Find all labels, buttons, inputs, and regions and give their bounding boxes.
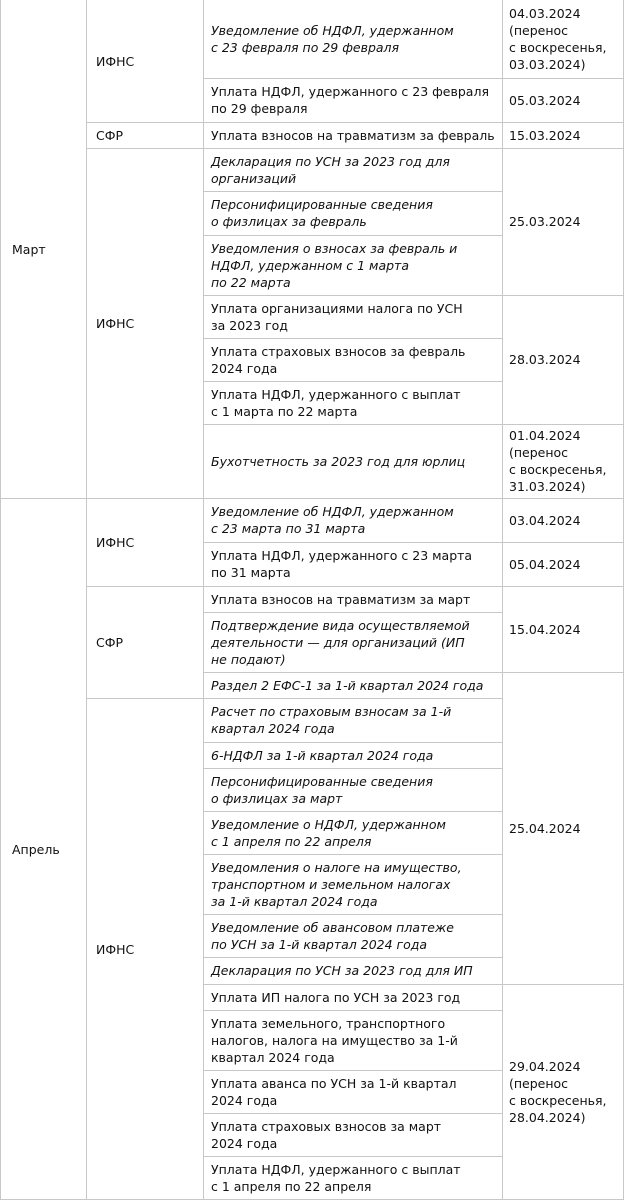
grid-line (203, 1156, 503, 1157)
grid-line (203, 235, 503, 236)
grid-line (203, 1070, 503, 1071)
grid-line (203, 672, 624, 673)
agency-cell: ИФНС (96, 315, 135, 331)
grid-line (203, 1010, 503, 1011)
event-cell: Уплата НДФЛ, удержанного с выплат с 1 апреля по 22 апреля (211, 1162, 461, 1194)
grid-line (0, 0, 1, 1200)
event-cell: Уведомление об НДФЛ, удержанном с 23 марта по 31 марта (211, 504, 454, 536)
grid-line (86, 0, 87, 1200)
grid-line (203, 295, 624, 296)
date-cell: 28.03.2024 (509, 352, 581, 367)
event-cell: Уведомление о НДФЛ, удержанном с 1 апреля по 22 апреля (211, 816, 446, 849)
agency-cell: ИФНС (96, 941, 135, 957)
grid-line (86, 698, 503, 699)
event-cell: Уплата взносов на травматизм за март (211, 591, 471, 607)
grid-line (203, 854, 503, 855)
event-cell: Декларация по УСН за 2023 год для организаций (211, 153, 450, 186)
event-cell: Подтверждение вида осуществляемой деятельности — для организаций (ИП не подают) (211, 617, 470, 667)
event-cell: Персонифицированные сведения о физлицах за март (211, 773, 433, 806)
month-cell: Апрель (12, 841, 60, 857)
event-cell: Уплата страховых взносов за февраль 2024 года (211, 343, 466, 376)
event-cell: Уплата НДФЛ, удержанного с выплат с 1 марта по 22 марта (211, 386, 461, 419)
agency-cell: СФР (96, 634, 124, 650)
event-cell: Уплата НДФЛ, удержанного с 23 марта по 31 марта (211, 548, 473, 580)
month-cell: Март (12, 241, 46, 257)
event-cell: Раздел 2 ЕФС-1 за 1-й квартал 2024 года (211, 677, 484, 693)
agency-cell: ИФНС (96, 53, 135, 69)
grid-line (203, 742, 503, 743)
date-cell: 04.03.2024 (перенос с воскресенья, 03.03.2024) (509, 6, 607, 72)
event-cell: Персонифицированные сведения о физлицах за февраль (211, 197, 433, 229)
grid-line (203, 78, 624, 79)
grid-line (203, 612, 503, 613)
grid-line (203, 811, 503, 812)
event-cell: Уплата страховых взносов за март 2024 года (211, 1118, 442, 1151)
grid-line (203, 542, 624, 543)
grid-line (203, 957, 503, 958)
event-cell: Уведомления о налоге на имущество, транспортном и земельном налогах за 1-й квартал 2024 года (211, 859, 462, 909)
event-cell: Декларация по УСН за 2023 год для ИП (211, 963, 473, 978)
event-cell: Уплата аванса по УСН за 1-й квартал 2024 года (211, 1075, 457, 1108)
date-cell: 29.04.2024 (перенос с воскресенья, 28.04.2024) (509, 1059, 607, 1125)
date-cell: 15.03.2024 (509, 127, 581, 143)
grid-line (203, 338, 503, 339)
event-cell: Уплата взносов на травматизм за февраль (211, 127, 495, 143)
event-cell: Уведомление об авансовом платеже по УСН за 1-й квартал 2024 года (211, 919, 454, 952)
event-cell: Уведомление об НДФЛ, удержанном с 23 февраля по 29 февраля (211, 23, 454, 55)
grid-line (0, 498, 624, 499)
grid-line (86, 586, 624, 587)
grid-line (203, 191, 503, 192)
date-cell: 05.03.2024 (509, 92, 581, 108)
event-cell: Уплата ИП налога по УСН за 2023 год (211, 989, 461, 1005)
event-cell: Уплата земельного, транспортного налогов, налога на имущество за 1-й квартал 2024 года (211, 1015, 458, 1065)
grid-line (203, 914, 503, 915)
grid-line (203, 768, 503, 769)
grid-line (203, 1113, 503, 1114)
event-cell: Уплата НДФЛ, удержанного с 23 февраля по 29 февраля (211, 84, 489, 116)
event-cell: 6-НДФЛ за 1-й квартал 2024 года (211, 747, 434, 763)
agency-cell: СФР (96, 127, 124, 143)
agency-cell: ИФНС (96, 534, 135, 550)
event-cell: Расчет по страховым взносам за 1-й квартал 2024 года (211, 704, 452, 736)
date-cell: 05.04.2024 (509, 556, 581, 572)
event-cell: Бухотчетность за 2023 год для юрлиц (211, 453, 466, 469)
grid-line (203, 381, 503, 382)
date-cell: 25.04.2024 (509, 820, 581, 836)
grid-line (502, 0, 503, 1200)
event-cell: Уплата организациями налога по УСН за 2023 год (211, 300, 463, 333)
grid-line (623, 0, 624, 1200)
date-cell: 01.04.2024 (перенос с воскресенья, 31.03.2024) (509, 428, 607, 494)
date-cell: 25.03.2024 (509, 214, 581, 229)
grid-line (203, 0, 204, 1200)
grid-line (203, 984, 624, 985)
date-cell: 03.04.2024 (509, 512, 581, 528)
grid-line (86, 148, 624, 149)
event-cell: Уведомления о взносах за февраль и НДФЛ, удержанном с 1 марта по 22 марта (211, 240, 458, 290)
grid-line (203, 424, 624, 425)
date-cell: 15.04.2024 (509, 621, 581, 637)
grid-line (86, 122, 624, 123)
